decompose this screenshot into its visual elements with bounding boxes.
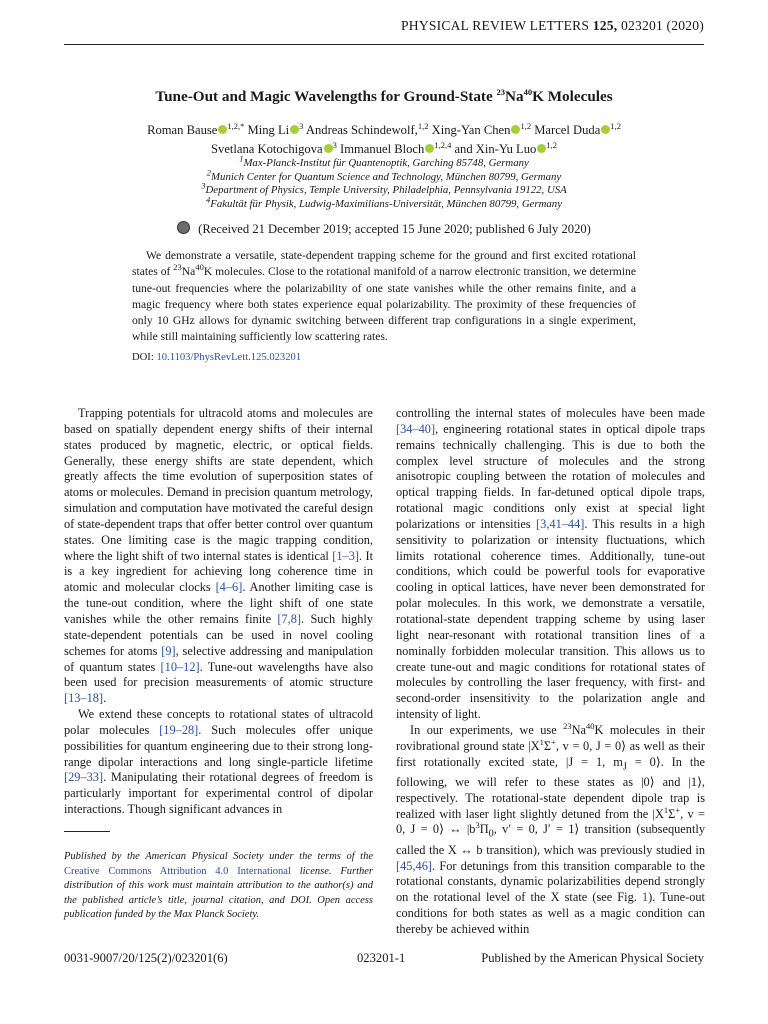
author: Andreas Schindewolf,$^{1,2}$ [305, 120, 429, 137]
affiliation: $^1$Max-Planck-Institut für Quantenoptik, Garching 85748, Germany [239, 153, 529, 169]
received-dates: (Received 21 December 2019; accepted 15 June 2020; published 6 July 2020) [64, 221, 704, 237]
journal-name: PHYSICAL REVIEW LETTERS [401, 18, 590, 33]
orcid-icon[interactable] [425, 144, 434, 153]
author: Ming Li $^3$ [247, 120, 304, 137]
crossmark-icon[interactable] [177, 221, 190, 234]
citation-link[interactable]: [9] [161, 643, 176, 658]
affiliation: $^3$Department of Physics, Temple University, Philadelphia, Pennsylvania 19122, USA [201, 180, 567, 197]
affiliation: $^4$Fakultät für Physik, Ludwig-Maximilians-Universität, München 80799, Germany [206, 194, 562, 211]
license-link[interactable]: Creative Commons Attribution 4.0 International [64, 865, 291, 877]
author-list [64, 121, 704, 159]
paragraph: We extend these concepts to rotational states of ultracold polar molecules [19–28]. Such molecules offer unique possibilities for quantum engineering due to their strong long-range dipolar interactions and long single-particle lifetime [29–33]. Manipulating their rotational degrees of freedom is particularly important for experimental control of dipolar interactions. Though significant advances in [64, 707, 373, 817]
doi-link[interactable]: 10.1103/PhysRevLett.125.023201 [156, 352, 302, 363]
author: and Xin-Yu Luo $^{1,2}$ [454, 139, 557, 156]
left-column [64, 406, 373, 818]
journal-header [64, 18, 704, 44]
figure-link[interactable]: 1 [641, 890, 649, 905]
footer-publisher: Published by the American Physical Society [481, 951, 704, 965]
license-footnote: Published by the American Physical Society under the terms of the Creative Commons Attribution 4.0 International license. Further distribution of this work must maintain attribution to the author(s) and the published article’s title, journal citation, and DOI. Open access publication funded by the Max Planck Society. [64, 851, 373, 921]
citation-link[interactable]: [45,46] [396, 858, 432, 873]
citation-link[interactable]: [7,8] [277, 611, 302, 626]
citation-link[interactable]: [3,41–44] [536, 516, 585, 531]
paragraph: controlling the internal states of molecules have been made [34–40], engineering rotational states in optical dipole traps remains technically challenging. This is due to both the complex level structure of molecules and the strong anisotropic coupling between the rotation of molecules and optical trapping fields. In far-detuned optical dipole traps, rotational magic conditions only exist at special light polarizations or intensities [3,41–44]. This results in a high sensitivity to polarization or intensity fluctuations, which limits rotational coherence times. Additionally, tune-out conditions, which could be powerful tools for evaporative cooling in optical lattices, have never been demonstrated for polar molecules. In this work, we demonstrate a versatile, rotational-state dependent trapping scheme by using laser light near-resonant with rotational transition lines of a nominally forbidden molecular transition. This allows us to create tune-out and magic conditions for rotational states of molecules by controlling the laser frequency, with first- and second-order insensitivity to the polarization angle and intensity of light. [396, 406, 705, 722]
citation-link[interactable]: [34–40] [396, 421, 436, 436]
orcid-icon[interactable] [324, 144, 333, 153]
author: Immanuel Bloch $^{1,2,4}$ [340, 139, 452, 156]
doi-label: DOI: [132, 352, 154, 363]
citation-link[interactable]: [19–28] [159, 722, 199, 737]
orcid-icon[interactable] [601, 125, 610, 134]
paper-title: Tune-Out and Magic Wavelengths for Ground-State $^{23}$Na$^{40}$K Molecules [155, 86, 613, 105]
citation-link[interactable]: [1–3] [332, 548, 359, 563]
orcid-icon[interactable] [290, 125, 299, 134]
author: Svetlana Kotochigova $^3$ [211, 139, 337, 156]
footer-identifier: 0031-9007/20/125(2)/023201(6) [64, 951, 228, 965]
author: Xing-Yan Chen $^{1,2}$ [431, 120, 532, 137]
affiliations [64, 153, 704, 212]
doi [132, 352, 301, 363]
citation-link[interactable]: [4–6] [215, 580, 243, 595]
author: Marcel Duda $^{1,2}$ [534, 120, 621, 137]
paragraph: In our experiments, we use $^{23}$Na$^{40}$K molecules in their rovibrational ground state $|X^1\Sigma^+$, v = 0, J = 0⟩ as well as their first rotationally excited state, |J = 1, $m_J$ = 0⟩. In the following, we will refer to these states as |0⟩ and |1⟩, respectively. The rotational-state dependent dipole trap is realized with laser light slightly detuned from the $|X^1\Sigma^+$, v = 0, J = 0⟩ ↔ $|b^3\Pi_0$, v′ = 0, J′ = 1⟩ transition (subsequently called the X ↔ b transition), which was previously studied in [45,46]. For detunings from this transition comparable to the rotational constants, dynamic polarizabilities depend strongly on the rotational level of the X state (see Fig. 1). Tune-out conditions for both states as well as a magic condition can thereby be achieved within [396, 720, 705, 936]
affiliation: $^2$Munich Center for Quantum Science and Technology, München 80799, Germany [206, 167, 562, 183]
paragraph: Trapping potentials for ultracold atoms and molecules are based on spatially dependent energy shifts of their internal states produced by magnetic, electric, or optical fields. Generally, these energy shifts are state dependent, which greatly affects the time evolution of superposition states of atoms or molecules. Demand in precision quantum metrology, simulation and computation have motivated the careful design of state-dependent traps that offer better control over quantum states. One limiting case is the magic trapping condition, where the light shift of two internal states is identical [1–3]. It is a key ingredient for achieving long coherence time in atomic and molecular clocks [4–6]. Another limiting case is the tune-out condition, where the light shift of one state vanishes while the other remains finite [7,8]. Such highly state-dependent potentials can be used in novel cooling schemes for atoms [9], selective addressing and manipulation of quantum states [10–12]. Tune-out wavelengths have also been used for precision measurements of atomic structure [13–18]. [64, 406, 374, 706]
citation-link[interactable]: [29–33] [64, 770, 104, 785]
author: Roman Bause $^{1,2,*}$ [147, 120, 245, 137]
orcid-icon[interactable] [537, 144, 546, 153]
article-number-year: 023201 (2020) [620, 18, 704, 33]
journal-volume: 125, [592, 18, 618, 33]
abstract: We demonstrate a versatile, state-dependent trapping scheme for the ground and first excited rotational states of $^{23}$Na$^{40}$K molecules. Close to the rotational manifold of a narrow electronic transition, we determine tune-out frequencies where the polarizability of one state vanishes while the other remains finite, and a magic frequency where both states experience equal polarizability. The proximity of these frequencies of only 10 GHz allows for dynamic switching between different trap configurations in a single experiment, while still maintaining sufficiently low scattering rates. [132, 249, 636, 344]
right-column [396, 406, 705, 938]
footnote-rule [64, 831, 110, 832]
citation-link[interactable]: [10–12] [160, 659, 200, 674]
citation-link[interactable]: [13–18] [64, 691, 104, 706]
header-rule [64, 44, 704, 45]
footer-page-number: 023201-1 [357, 951, 406, 965]
